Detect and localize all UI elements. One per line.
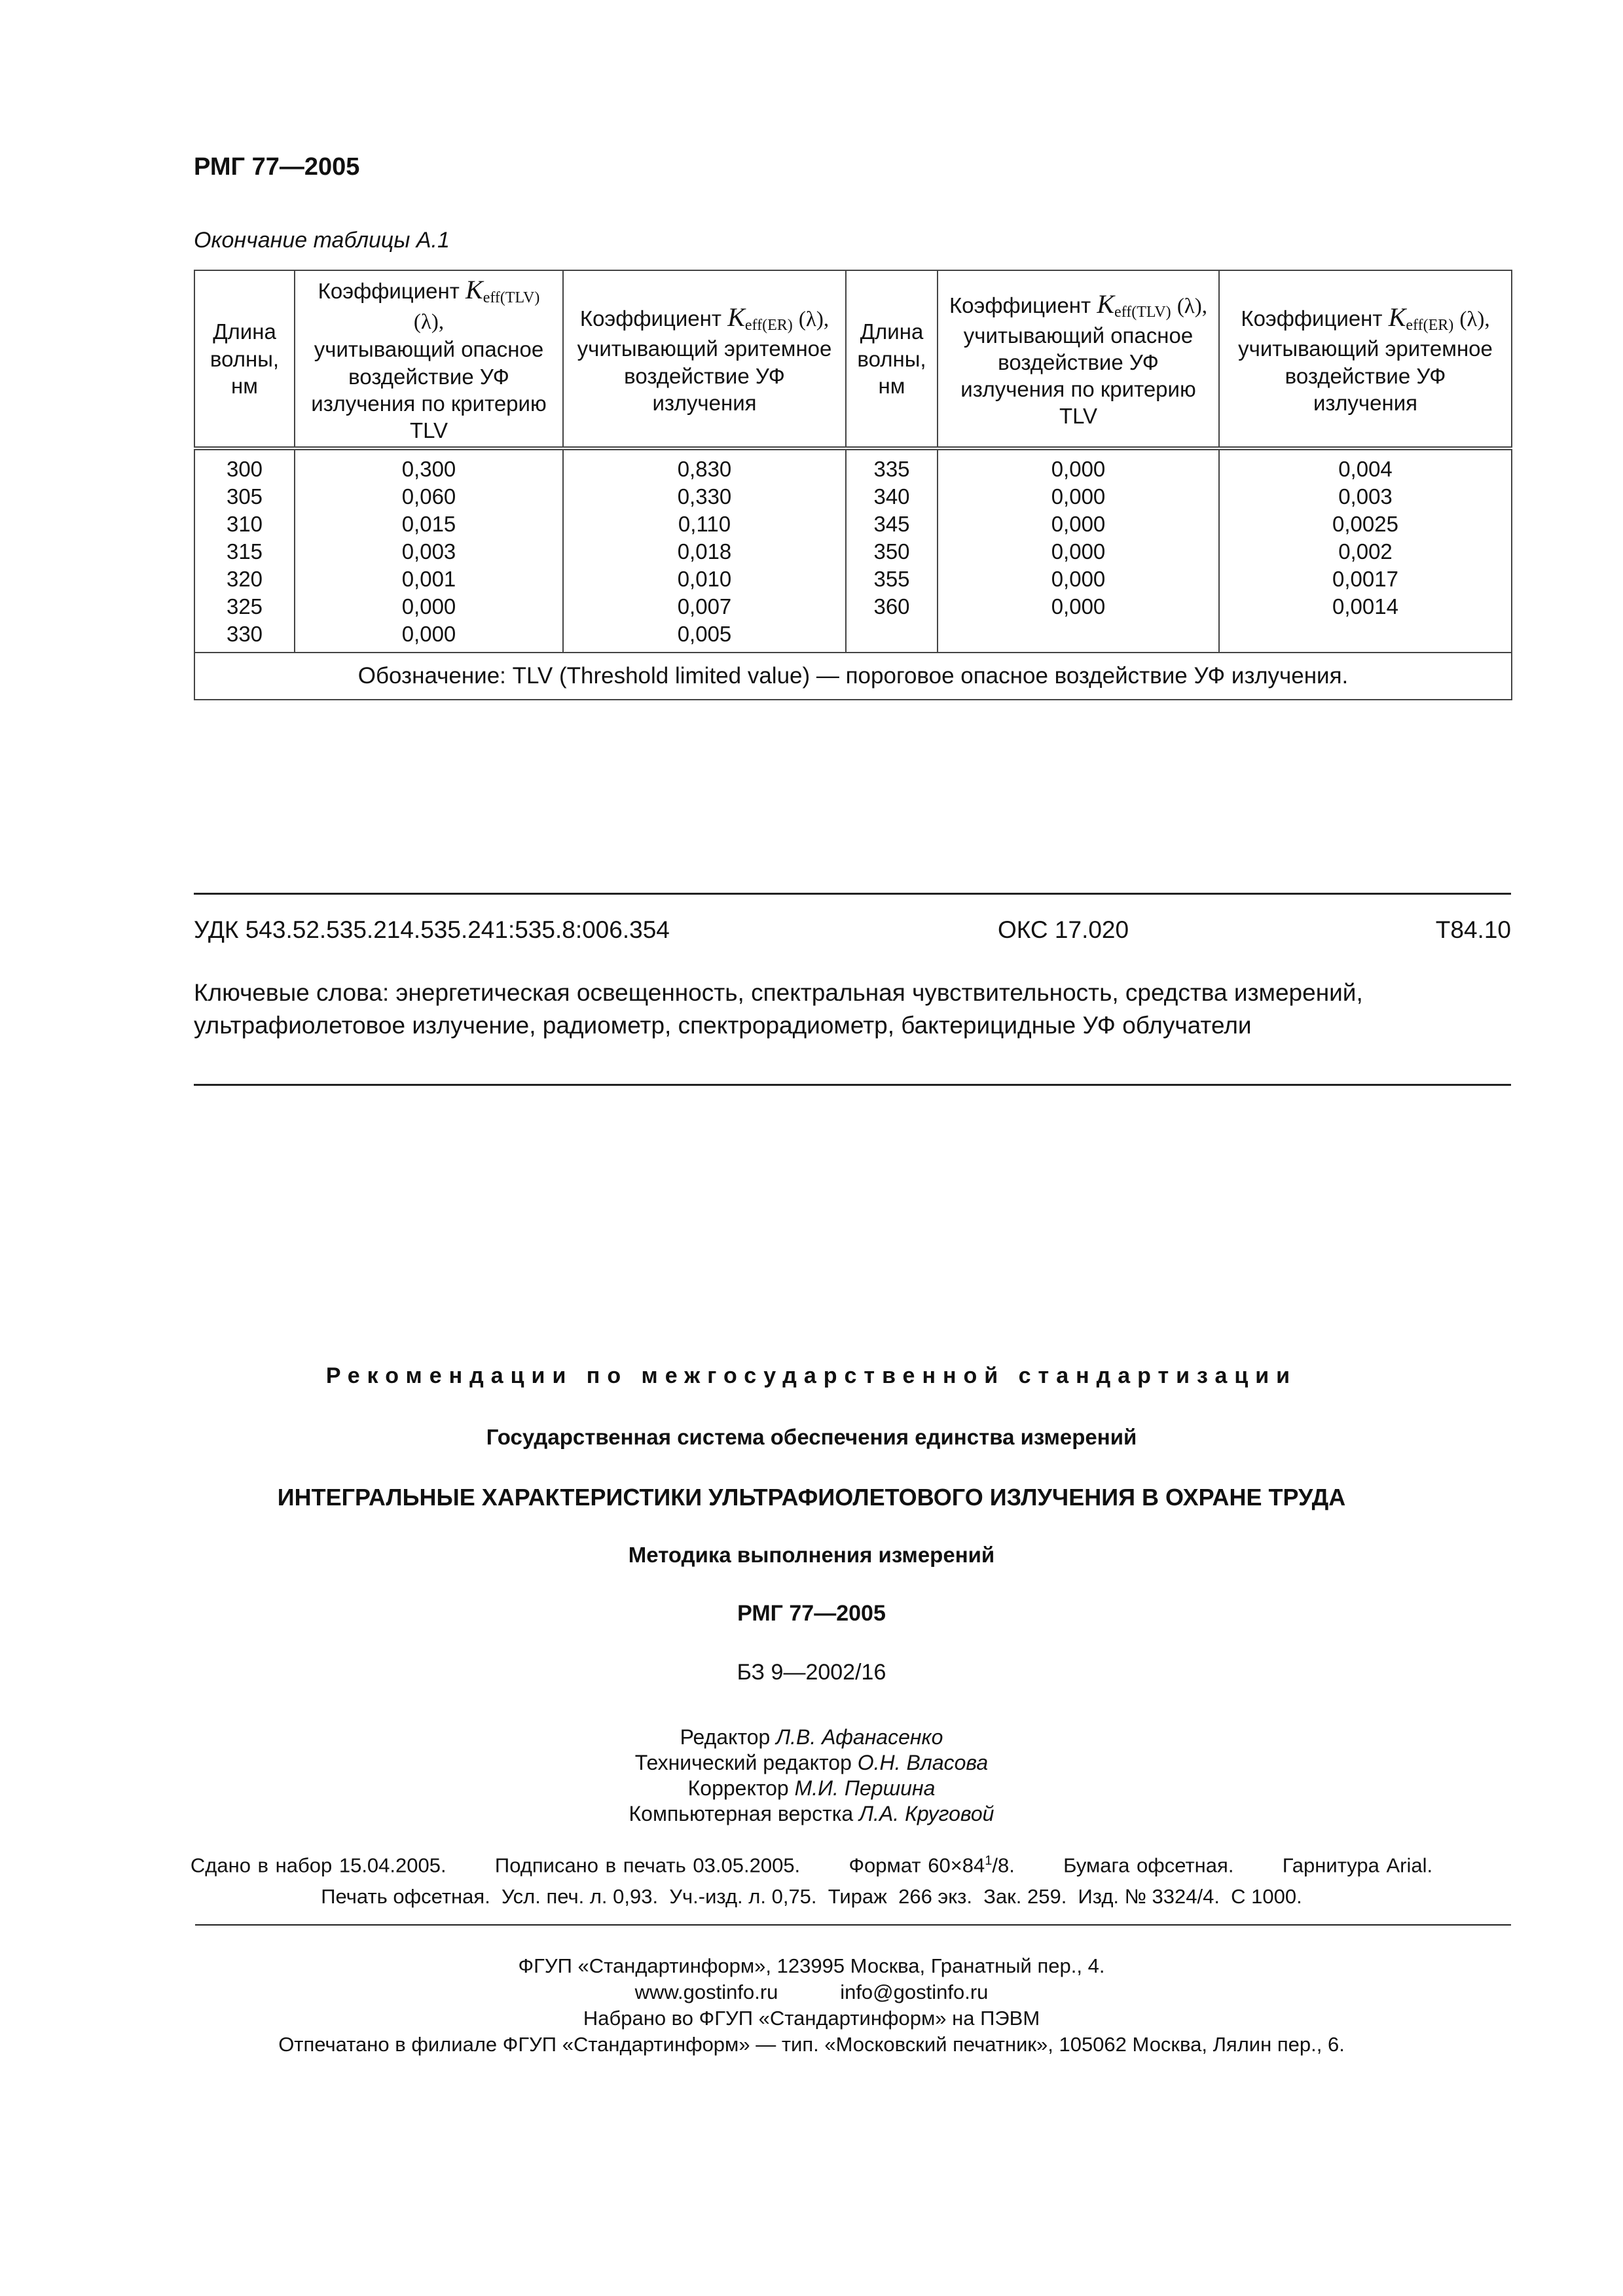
- header-text: излучения: [1313, 390, 1418, 415]
- header-formula: Коэффициент $K_{eff(ER)}$ (λ),: [579, 302, 830, 334]
- table-cell-value: 0,0014: [1332, 594, 1398, 619]
- table-cell-value: 320: [226, 567, 263, 592]
- table-cell-value: 0,002: [1338, 539, 1393, 564]
- system-title: Государственная система обеспечения единства измерений: [486, 1425, 1137, 1449]
- header-text: волны,: [210, 346, 280, 371]
- k-symbol: K: [1388, 302, 1406, 332]
- header-text: Длина: [213, 319, 276, 344]
- table-cell-value: 315: [226, 539, 263, 564]
- header-k-er-left: [563, 270, 846, 448]
- table-cell-value: 0,015: [401, 512, 456, 537]
- k-subscript: eff(TLV): [483, 289, 540, 306]
- keywords: Ключевые слова: энергетическая освещенность, спектральная чувствительность, средства измерений, ультрафиолетовое излучение, радиометр, спектрорадиометр, бактерицидные УФ облучатели: [194, 979, 1363, 1039]
- divider-top: [194, 893, 1511, 895]
- doc-code-imprint: РМГ 77—2005: [737, 1601, 886, 1626]
- header-text: нм: [878, 373, 905, 398]
- coefficients-table: [194, 270, 1512, 700]
- header-k-tlv-left: [295, 270, 563, 448]
- k-symbol: K: [727, 302, 745, 332]
- table-cell-value: 0,0017: [1332, 567, 1398, 592]
- table-cell-value: 0,000: [1051, 457, 1106, 482]
- table-cell-value: 0,000: [1051, 512, 1106, 537]
- k-subscript: eff(ER): [1406, 317, 1454, 334]
- table-cell-value: 0,004: [1338, 457, 1393, 482]
- oks-code: ОКС 17.020: [998, 916, 1129, 943]
- table-cell-value: 360: [873, 594, 910, 619]
- printing-house: Отпечатано в филиале ФГУП «Стандартинформ» — тип. «Московский печатник», 105062 Москва, Лялин пер., 6.: [278, 2033, 1345, 2056]
- header-formula: Коэффициент $K_{eff(ER)}$ (λ),: [1241, 302, 1490, 334]
- table-cell-value: 305: [226, 484, 263, 509]
- table-cell-value: 0,110: [678, 512, 731, 537]
- header-text: TLV: [1059, 404, 1098, 429]
- print-info-line2: Печать офсетная. Усл. печ. л. 0,93. Уч.-изд. л. 0,75. Тираж 266 экз. Зак. 259. Изд. № 3324/4. С 1000.: [321, 1885, 1302, 1908]
- credit-tech-editor: Технический редактор О.Н. Власова: [634, 1751, 989, 1774]
- table-cell-value: 355: [873, 567, 910, 592]
- table-cell-value: 0,0025: [1332, 512, 1398, 537]
- table-cell-value: 0,018: [677, 539, 732, 564]
- divider-imprint: [195, 1924, 1511, 1926]
- table-cell-value: 0,330: [677, 484, 732, 509]
- table-cell-value: 300: [226, 457, 263, 482]
- k-subscript: eff(TLV): [1114, 303, 1171, 321]
- bz-number: БЗ 9—2002/16: [737, 1660, 886, 1685]
- header-text: излучения: [652, 390, 757, 415]
- table-cell-value: 310: [226, 512, 263, 537]
- header-wavelength-right: [846, 270, 938, 448]
- table-note-row: [194, 653, 1512, 700]
- credit-layout: Компьютерная верстка Л.А. Круговой: [629, 1802, 994, 1825]
- print-info-line1: Сдано в набор 15.04.2005. Подписано в печать 03.05.2005. Формат $60\times 84^1/8$. Бумага офсетная. Гарнитура Arial.: [190, 1854, 1433, 1877]
- credit-editor: Редактор Л.В. Афанасенко: [680, 1725, 943, 1749]
- table-cell-value: 340: [873, 484, 910, 509]
- k-symbol: K: [465, 275, 483, 304]
- table-cell-value: 0,300: [401, 457, 456, 482]
- header-text: излучения по критерию: [960, 377, 1196, 402]
- col-wavelength-left: [194, 448, 295, 653]
- table-body-row: [194, 448, 1512, 653]
- table-cell-value: 0,003: [1338, 484, 1393, 509]
- col-k-er-left: [563, 448, 846, 653]
- table-cell-value: 350: [873, 539, 910, 564]
- header-text: волны,: [857, 346, 926, 371]
- table-cell-value: 0,060: [401, 484, 456, 509]
- table-cell-value: 0,010: [677, 567, 732, 592]
- table-cell-value: 0,001: [401, 567, 456, 592]
- table-cell-value: 0,000: [401, 622, 456, 647]
- typeset-info: Набрано во ФГУП «Стандартинформ» на ПЭВМ: [583, 2007, 1040, 2030]
- series-title: Рекомендации по межгосударственной стандартизации: [325, 1363, 1298, 1388]
- table-cell-value: 0,830: [677, 457, 732, 482]
- header-text: нм: [231, 373, 258, 398]
- table-cell-value: 0,003: [401, 539, 456, 564]
- header-k-er-right: [1219, 270, 1512, 448]
- method-title: Методика выполнения измерений: [628, 1543, 995, 1567]
- table-cell-value: 0,000: [401, 594, 456, 619]
- header-wavelength-left: [194, 270, 295, 448]
- classifier-code: Т84.10: [1435, 916, 1511, 943]
- table-cell-value: 330: [226, 622, 263, 647]
- header-text: TLV: [409, 418, 448, 442]
- k-subscript: eff(ER): [744, 317, 793, 334]
- col-wavelength-right: [846, 448, 938, 653]
- publisher-contacts: [0, 1981, 1623, 2004]
- table-cell-value: 0,000: [1051, 539, 1106, 564]
- doc-code-header: РМГ 77—2005: [194, 153, 360, 181]
- table-note: Обозначение: TLV (Threshold limited value) — пороговое опасное воздействие УФ излучения.: [194, 653, 1512, 700]
- table-cell-value: 0,007: [677, 594, 732, 619]
- header-text: воздействие УФ: [348, 364, 509, 389]
- credit-proofreader: Корректор М.И. Першина: [687, 1776, 936, 1800]
- document-title: ИНТЕГРАЛЬНЫЕ ХАРАКТЕРИСТИКИ УЛЬТРАФИОЛЕТОВОГО ИЗЛУЧЕНИЯ В ОХРАНЕ ТРУДА: [277, 1484, 1346, 1511]
- col-k-er-right: [1219, 448, 1512, 653]
- divider-bottom: [194, 1084, 1511, 1086]
- col-k-tlv-right: [938, 448, 1219, 653]
- table-header-row: [194, 270, 1512, 448]
- table-cell-value: 335: [873, 457, 910, 482]
- header-text: воздействие УФ: [624, 363, 785, 388]
- header-text: воздействие УФ: [1285, 363, 1446, 388]
- header-text: воздействие УФ: [998, 350, 1159, 374]
- publisher-website[interactable]: www.gostinfo.ru: [634, 1981, 778, 2003]
- table-cell-value: 0,000: [1051, 567, 1106, 592]
- table-cell-value: 0,000: [1051, 594, 1106, 619]
- table-cell-value: 325: [226, 594, 263, 619]
- col-k-tlv-left: [295, 448, 563, 653]
- table-cell-value: 345: [873, 512, 910, 537]
- table-caption: Окончание таблицы А.1: [194, 228, 450, 253]
- publisher-address: ФГУП «Стандартинформ», 123995 Москва, Гранатный пер., 4.: [518, 1954, 1105, 1977]
- header-k-tlv-right: [938, 270, 1219, 448]
- k-symbol: K: [1097, 289, 1114, 319]
- header-text: Длина: [860, 319, 924, 344]
- header-text: излучения по критерию: [311, 391, 547, 416]
- header-text: учитывающий опасное: [963, 323, 1194, 348]
- header-text: учитывающий опасное: [314, 337, 544, 362]
- table-cell-value: 0,000: [1051, 484, 1106, 509]
- header-text: учитывающий эритемное: [577, 336, 832, 361]
- header-text: учитывающий эритемное: [1238, 336, 1493, 361]
- header-formula: Коэффициент $K_{eff(TLV)}$ (λ),: [949, 289, 1208, 321]
- table-cell-value: 0,005: [677, 622, 732, 647]
- header-formula: Коэффициент $K_{eff(TLV)}$ (λ),: [318, 275, 540, 334]
- publisher-email[interactable]: info@gostinfo.ru: [840, 1981, 989, 2003]
- udc-code: УДК 543.52.535.214.535.241:535.8:006.354: [194, 916, 670, 943]
